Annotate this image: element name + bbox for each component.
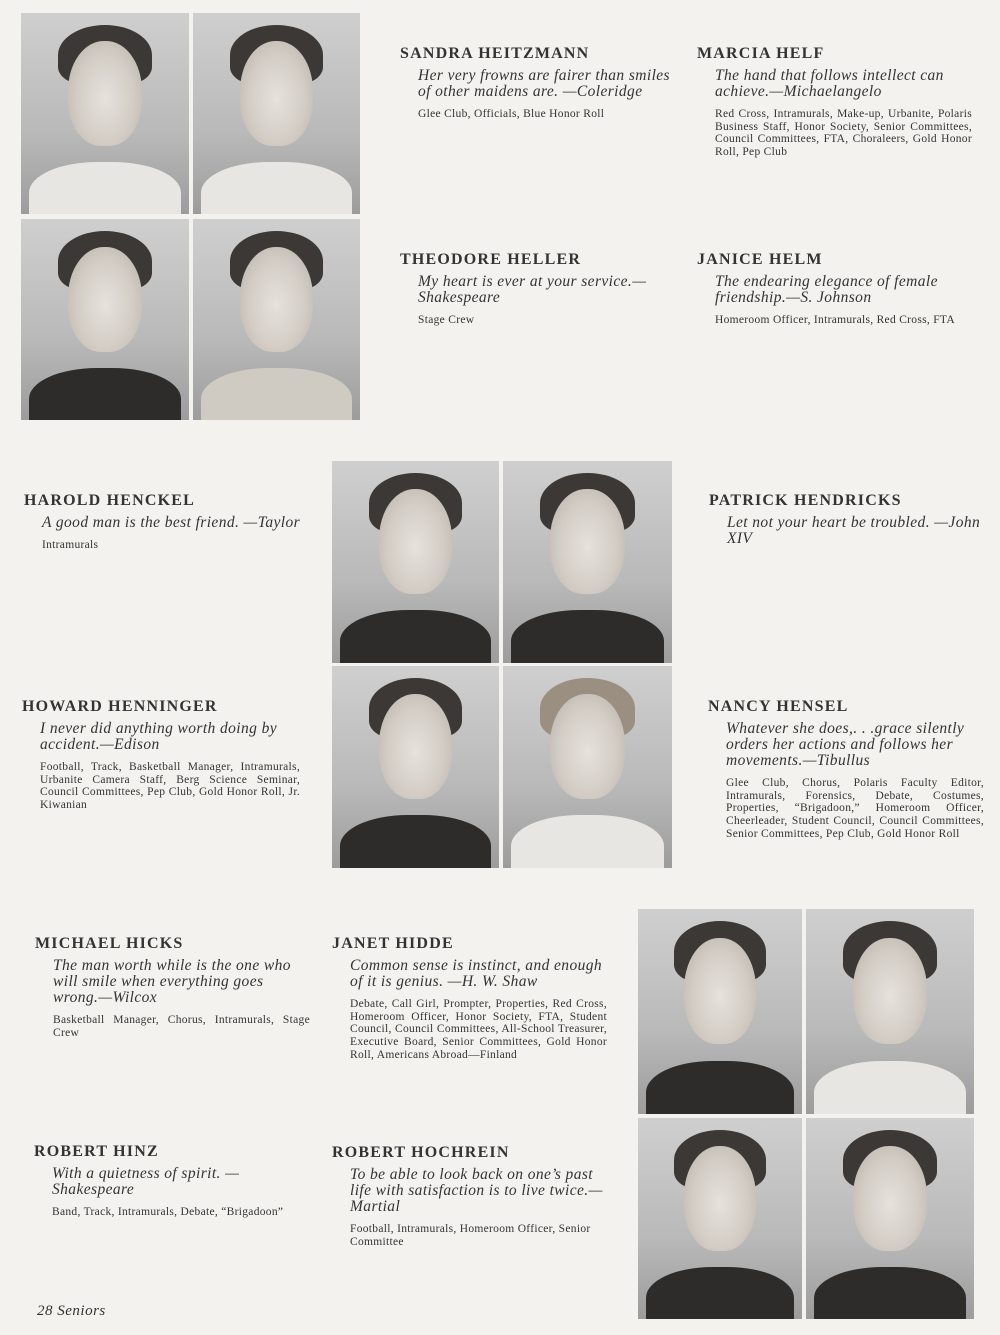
senior-entry [22,698,300,812]
senior-quote: The endearing elegance of female friendship.—S. Johnson [715,273,938,306]
senior-quote: Whatever she does,. . .grace silently orders her actions and follows her movements.—Tibullus [726,720,965,769]
portrait-photo [21,13,189,214]
senior-name: MARCIA HELF [697,45,825,62]
senior-name: ROBERT HOCHREIN [332,1144,510,1161]
senior-name: HAROLD HENCKEL [24,492,196,509]
senior-name: JANET HIDDE [332,935,454,952]
senior-quote: My heart is ever at your service.—Shakespeare [418,273,647,306]
senior-quote: The hand that follows intellect can achieve.—Michaelangelo [715,67,944,100]
portrait-photo [332,666,499,868]
portrait-photo [503,666,672,868]
senior-quote: Let not your heart be troubled. —John XIV [727,514,981,547]
senior-activities: Football, Track, Basketball Manager, Intramurals, Urbanite Camera Staff, Berg Science Seminar, Council Committees, Pep Club, Gold Honor Roll, Jr. Kiwanian [40,761,300,812]
senior-activities: Debate, Call Girl, Prompter, Properties, Red Cross, Homeroom Officer, Honor Society, FTA, Student Council, Council Committees, All-School Treasurer, Executive Board, Senior Committees, Gold Honor Roll, Americans Abroad—Finland [350,998,607,1061]
senior-name: SANDRA HEITZMANN [400,45,590,62]
senior-activities: Glee Club, Chorus, Polaris Faculty Editor, Intramurals, Forensics, Debate, Costumes, Properties, “Brigadoon,” Homeroom Officer, Cheerleader, Student Council, Council Committees, Senior Committees, Pep Club, Gold Honor Roll [726,777,984,840]
senior-entry [709,492,984,555]
senior-quote: To be able to look back on one’s past life with satisfaction is to live twice.—Martial [350,1166,603,1215]
senior-activities: Homeroom Officer, Intramurals, Red Cross, FTA [715,314,955,326]
senior-name: HOWARD HENNINGER [22,698,218,715]
portrait-photo [503,461,672,663]
senior-quote: A good man is the best friend. —Taylor [42,514,301,531]
senior-activities: Intramurals [42,539,99,551]
portrait-photo [806,909,974,1114]
portrait-photo [332,461,499,663]
senior-name: PATRICK HENDRICKS [709,492,902,509]
senior-name: THEODORE HELLER [400,251,582,268]
senior-entry [400,251,675,327]
senior-activities: Glee Club, Officials, Blue Honor Roll [418,108,605,120]
senior-entry [697,45,972,159]
senior-entry [708,698,984,841]
senior-entry [697,251,972,327]
senior-quote: With a quietness of spirit. —Shakespeare [52,1165,240,1198]
portrait-photo [638,1118,802,1319]
senior-name: MICHAEL HICKS [35,935,184,952]
senior-entry [24,492,304,552]
senior-name: ROBERT HINZ [34,1143,159,1160]
senior-entry [332,935,607,1062]
senior-quote: Her very frowns are fairer than smiles of other maidens are. —Coleridge [418,67,670,100]
senior-entry [332,1144,607,1248]
senior-entry [34,1143,309,1219]
page-footer: 28 Seniors [37,1303,106,1319]
portrait-photo [806,1118,974,1319]
senior-entry [35,935,310,1039]
portrait-photo [193,13,360,214]
senior-quote: The man worth while is the one who will smile when everything goes wrong.—Wilcox [53,957,291,1006]
senior-activities: Stage Crew [418,314,475,326]
senior-quote: Common sense is instinct, and enough of it is genius. —H. W. Shaw [350,957,603,990]
senior-name: NANCY HENSEL [708,698,849,715]
senior-activities: Red Cross, Intramurals, Make-up, Urbanite, Polaris Business Staff, Honor Society, Senior Committees, Council Committees, FTA, Choraleers, Gold Honor Roll, Pep Club [715,108,972,159]
senior-entry [400,45,675,121]
senior-activities: Basketball Manager, Chorus, Intramurals, Stage Crew [53,1014,310,1039]
senior-name: JANICE HELM [697,251,823,268]
portrait-photo [193,219,360,420]
portrait-photo [21,219,189,420]
senior-activities: Band, Track, Intramurals, Debate, “Brigadoon” [52,1206,284,1218]
senior-quote: I never did anything worth doing by accident.—Edison [40,720,277,753]
senior-activities: Football, Intramurals, Homeroom Officer, Senior Committee [350,1223,591,1248]
portrait-photo [638,909,802,1114]
